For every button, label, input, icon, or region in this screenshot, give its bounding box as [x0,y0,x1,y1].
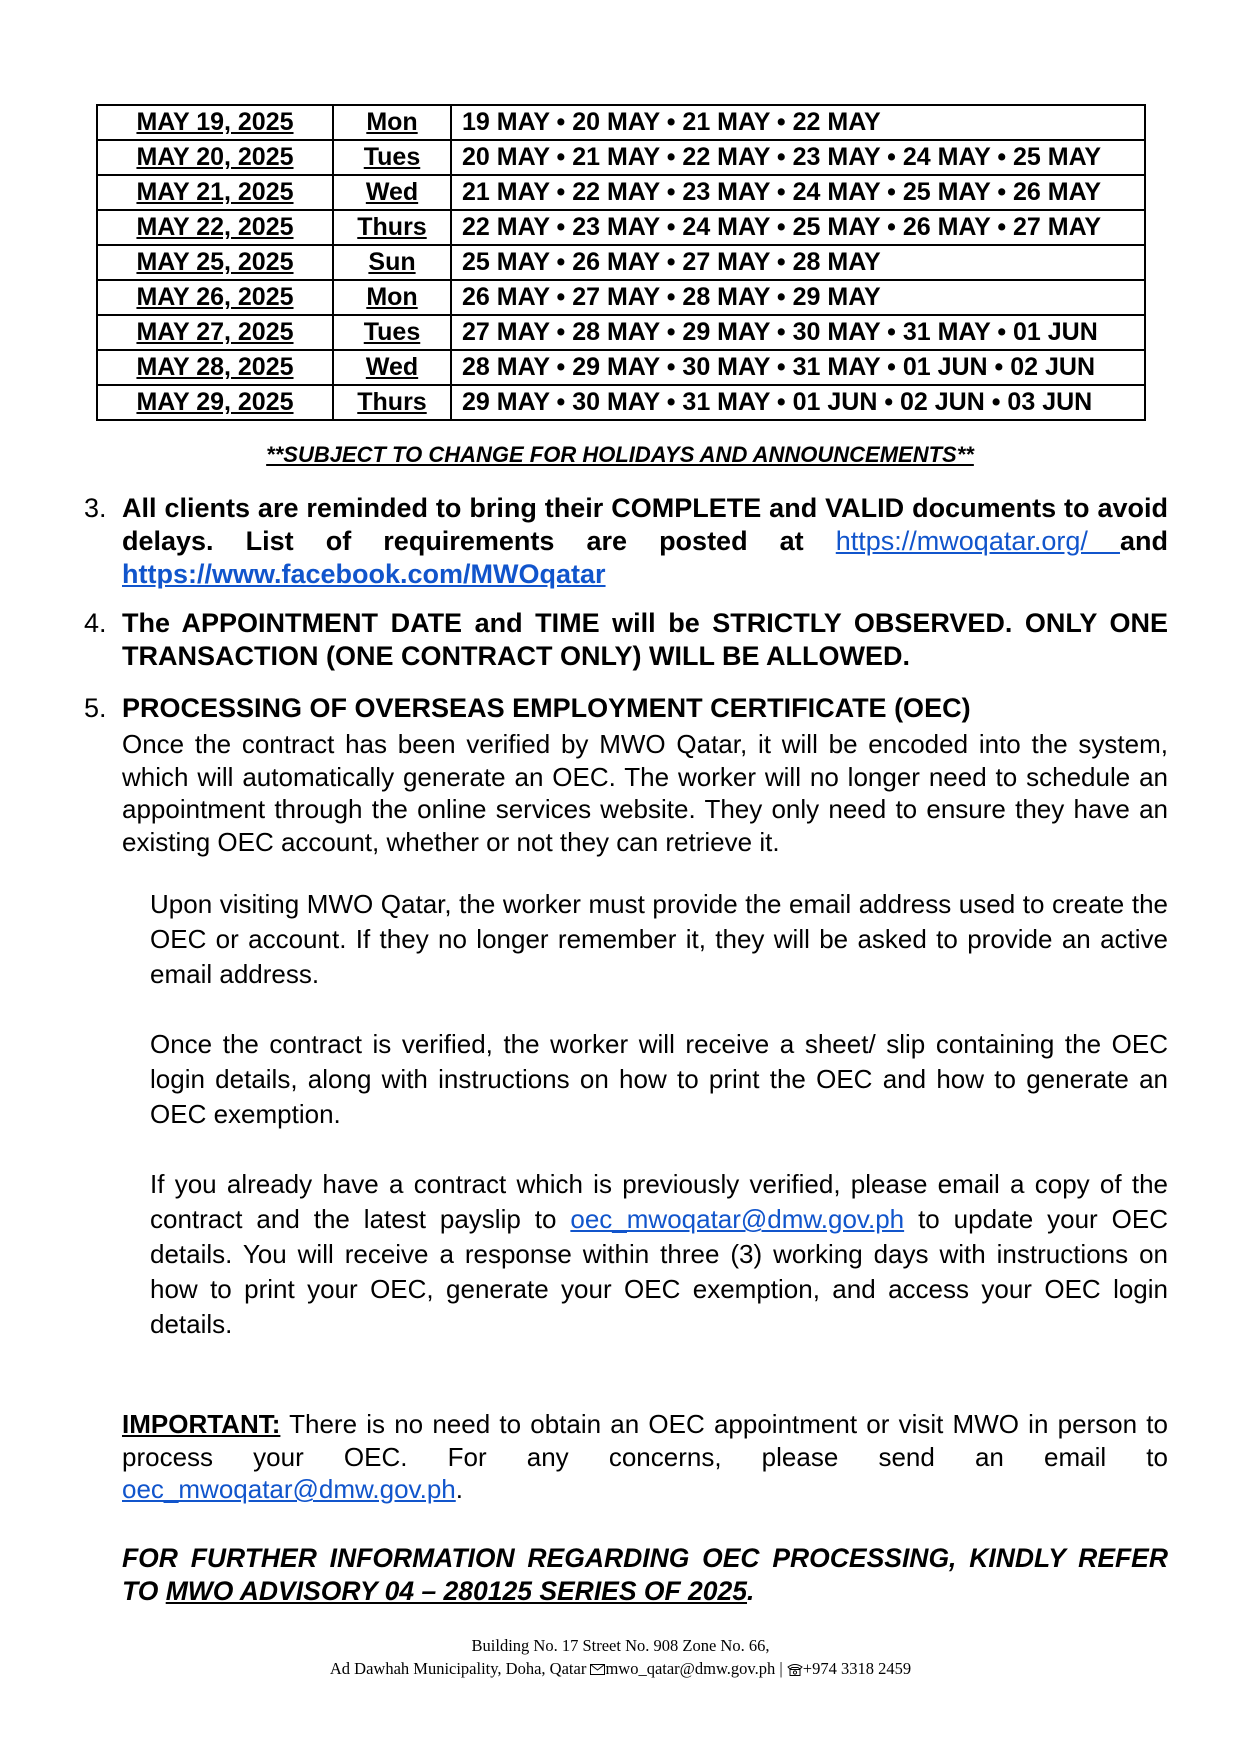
schedule-date: MAY 26, 2025 [97,280,333,315]
covered-dates: 20 MAY • 21 MAY • 22 MAY • 23 MAY • 24 MAY • 25 MAY [451,140,1145,175]
item-5-heading: PROCESSING OF OVERSEAS EMPLOYMENT CERTIFICATE (OEC) [122,693,971,723]
important-email-link[interactable]: oec_mwoqatar@dmw.gov.ph [122,1474,456,1504]
covered-dates: 19 MAY • 20 MAY • 21 MAY • 22 MAY [451,105,1145,140]
footer-address-line-2: Ad Dawhah Municipality, Doha, Qatar [329,1659,587,1678]
oec-email-link[interactable]: oec_mwoqatar@dmw.gov.ph [570,1204,905,1234]
further-end: . [747,1576,755,1606]
covered-dates: 26 MAY • 27 MAY • 28 MAY • 29 MAY [451,280,1145,315]
para4-post: to update your OEC details. You will receive a response within three (3) working days with instructions on how to print your OEC, generate your OEC exemption, and access your OEC login details. [150,1204,1168,1339]
schedule-day: Mon [333,105,451,140]
oec-paragraph-2: Upon visiting MWO Qatar, the worker must provide the email address used to create the OEC or account. If they no longer remember it, they will be asked to provide an active email address. [150,889,1168,989]
item-4-text: The APPOINTMENT DATE and TIME will be STRICTLY OBSERVED. ONLY ONE TRANSACTION (ONE CONTRACT ONLY) WILL BE ALLOWED. [122,608,1168,671]
oec-paragraph-4 [150,1167,1168,1342]
covered-dates: 29 MAY • 30 MAY • 31 MAY • 01 JUN • 02 JUN • 03 JUN [451,385,1145,420]
oec-paragraph-3: Once the contract is verified, the worker will receive a sheet/ slip containing the OEC login details, along with instructions on how to print the OEC and how to generate an OEC exemption. [150,1029,1168,1129]
important-end: . [455,1474,463,1504]
covered-dates: 22 MAY • 23 MAY • 24 MAY • 25 MAY • 26 MAY • 27 MAY [451,210,1145,245]
important-text: There is no need to obtain an OEC appointment or visit MWO in person to process your OEC. For any concerns, please send an email to [122,1409,1168,1472]
schedule-row [97,385,1145,420]
schedule-row [97,245,1145,280]
schedule-row [97,140,1145,175]
schedule-row [97,175,1145,210]
important-label: IMPORTANT: [122,1409,281,1439]
footer-separator: | [779,1659,783,1678]
oec-paragraph-1: Once the contract has been verified by MWO Qatar, it will be encoded into the system, which will automatically generate an OEC. The worker will no longer need to schedule an appointment through the online services website. They only need to ensure they have an existing OEC account, whether or not they can retrieve it. [122,729,1168,857]
schedule-date: MAY 19, 2025 [97,105,333,140]
advisory-reference: MWO ADVISORY 04 – 280125 SERIES OF 2025 [165,1576,748,1606]
important-notice [122,1408,1168,1506]
phone-icon [787,1659,803,1678]
schedule-note: **SUBJECT TO CHANGE FOR HOLIDAYS AND ANNOUNCEMENTS** [266,442,974,467]
schedule-date: MAY 28, 2025 [97,350,333,385]
schedule-day: Tues [333,140,451,175]
schedule-day: Thurs [333,385,451,420]
item-number: 3. [84,493,107,523]
covered-dates: 28 MAY • 29 MAY • 30 MAY • 31 MAY • 01 JUN • 02 JUN [451,350,1145,385]
schedule-row [97,210,1145,245]
schedule-date: MAY 27, 2025 [97,315,333,350]
schedule-row [97,280,1145,315]
schedule-row [97,350,1145,385]
para4-pre: If you already have a contract which is previously verified, please email a copy of the contract and the latest payslip to [150,1169,1168,1234]
schedule-day: Wed [333,350,451,385]
schedule-day: Wed [333,175,451,210]
item-number: 5. [84,693,107,723]
schedule-table-body [97,105,1145,420]
covered-dates: 25 MAY • 26 MAY • 27 MAY • 28 MAY [451,245,1145,280]
schedule-date: MAY 20, 2025 [97,140,333,175]
schedule-day: Mon [333,280,451,315]
further-information [122,1542,1168,1608]
footer-email: mwo_qatar@dmw.gov.ph [605,1659,776,1678]
schedule-day: Tues [333,315,451,350]
covered-dates: 27 MAY • 28 MAY • 29 MAY • 30 MAY • 31 MAY • 01 JUN [451,315,1145,350]
footer-address-line-1: Building No. 17 Street No. 908 Zone No. 66, [471,1636,770,1655]
envelope-icon [590,1659,605,1678]
mwoqatar-link[interactable]: https://mwoqatar.org/ [835,526,1120,556]
schedule-date: MAY 21, 2025 [97,175,333,210]
footer-phone: +974 3318 2459 [802,1659,912,1678]
covered-dates: 21 MAY • 22 MAY • 23 MAY • 24 MAY • 25 MAY • 26 MAY [451,175,1145,210]
schedule-date: MAY 25, 2025 [97,245,333,280]
schedule-date: MAY 22, 2025 [97,210,333,245]
schedule-row [97,315,1145,350]
item-3-text [122,492,1168,591]
schedule-date: MAY 29, 2025 [97,385,333,420]
schedule-day: Sun [333,245,451,280]
further-text: FOR FURTHER INFORMATION REGARDING OEC PROCESSING, KINDLY REFER TO [122,1543,1168,1606]
item-number: 4. [84,608,107,638]
footer-line-2 [0,1657,1241,1680]
facebook-link[interactable]: https://www.facebook.com/MWOqatar [122,559,606,589]
and-text: and [1119,526,1168,556]
requirements-text: All clients are reminded to bring their COMPLETE and VALID documents to avoid delays. List of requirements are posted at [122,493,1168,556]
schedule-day: Thurs [333,210,451,245]
page-footer [0,1634,1241,1680]
schedule-row [97,105,1145,140]
appointment-schedule-table [96,104,1146,421]
